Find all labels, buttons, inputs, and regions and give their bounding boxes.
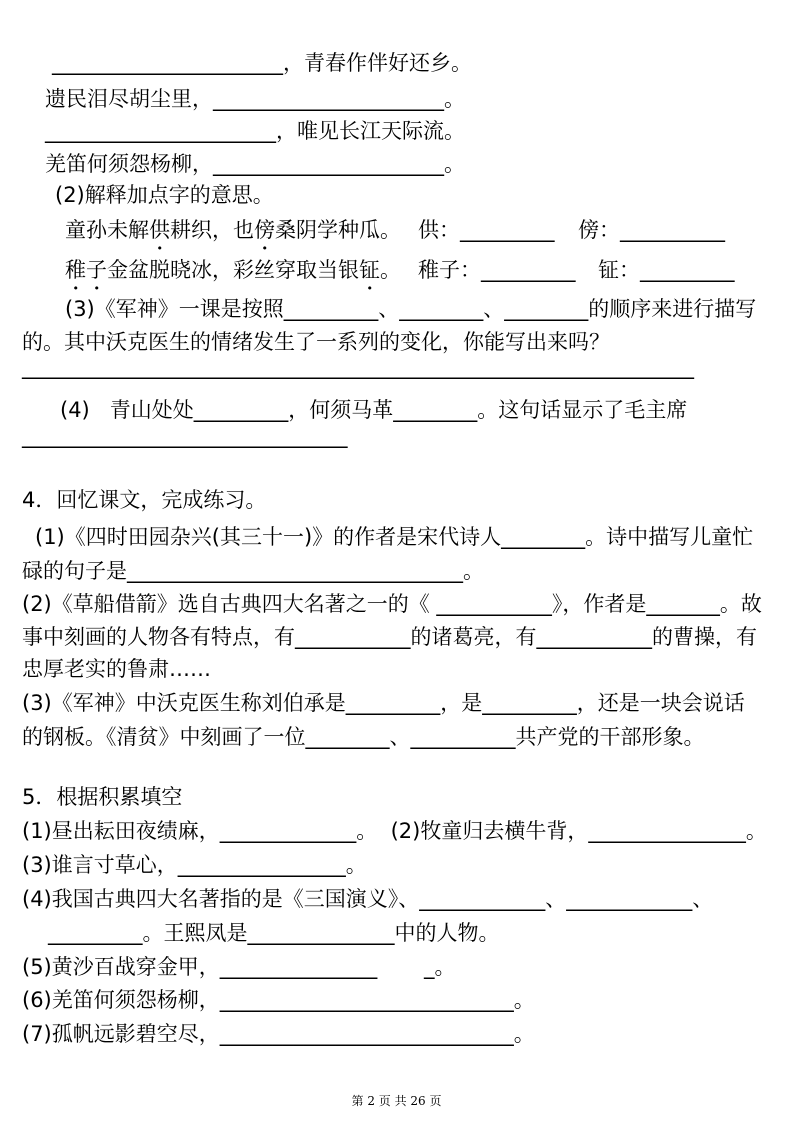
section5-line-5: (5)黄沙百战穿金甲，_______________ _。 <box>22 955 456 979</box>
section4-line-5: 忠厚老实的鲁肃…… <box>22 657 211 681</box>
order-answer-line: ________________________________________________________________ <box>22 355 694 379</box>
section4-line-1: (1)《四时田园杂兴(其三十一)》的作者是宋代诗人________。诗中描写儿童忙 <box>35 525 754 549</box>
section5-line-6: (6)羌笛何须怨杨柳，____________________________。 <box>22 988 535 1012</box>
explain-answer-1b <box>578 215 725 245</box>
answer-label: 供： <box>418 218 460 242</box>
answer-blank: __________ <box>620 218 725 242</box>
dotted-char: 钲 <box>359 258 380 282</box>
poem-fill-line-4: 羌笛何须怨杨柳，______________________。 <box>45 152 465 176</box>
section4-heading: 4．回忆课文，完成练习。 <box>22 488 267 512</box>
answer-blank: _________ <box>481 258 576 282</box>
poem-fill-line-2: 遗民泪尽胡尘里，______________________。 <box>45 87 465 111</box>
section4-line-7: 的钢板。《清贫》中刻画了一位________、__________共产党的干部形象。 <box>22 725 705 749</box>
section4-line-2: 碌的句子是________________________________。 <box>22 559 484 583</box>
poem-text: 。 <box>380 258 401 282</box>
poem-fill-line-1: ______________________，青春作伴好还乡。 <box>52 51 472 75</box>
section5-line-3: (4)我国古典四大名著指的是《三国演义》、____________、____________、 <box>22 887 714 911</box>
section5-heading: 5．根据积累填空 <box>22 785 183 809</box>
explain-poem-line-1 <box>65 215 401 245</box>
explain-answer-2b <box>598 255 735 285</box>
dotted-char: 稚子 <box>65 258 107 282</box>
remark-answer-line: _______________________________ <box>22 424 348 448</box>
order-question-line-2: 的。其中沃克医生的情绪发生了一系列的变化，你能写出来吗？ <box>22 330 610 354</box>
poem-fill-line-3: ______________________，唯见长江天际流。 <box>45 119 465 143</box>
page-number-footer: 第 2 页 共 26 页 <box>351 1094 442 1108</box>
section4-line-4: 事中刻画的人物各有特点，有___________的诸葛亮，有___________的曹操，有 <box>22 625 757 649</box>
remark-question-line: (4) 青山处处_________，何须马革________。这句话显示了毛主席 <box>60 398 688 422</box>
poem-text: 童孙未解 <box>65 218 149 242</box>
poem-text: 耕织，也 <box>170 218 254 242</box>
dotted-char: 供 <box>149 218 170 242</box>
answer-label: 钲： <box>598 258 640 282</box>
answer-blank: _________ <box>460 218 555 242</box>
answer-blank: _________ <box>640 258 735 282</box>
section5-line-7: (7)孤帆远影碧空尽，____________________________。 <box>22 1022 535 1046</box>
section4-line-6: (3)《军神》中沃克医生称刘伯承是_________，是_________，还是一块会说话 <box>22 691 745 715</box>
poem-text: 桑阴学种瓜。 <box>275 218 401 242</box>
answer-label: 傍： <box>578 218 620 242</box>
explain-answer-1a <box>418 215 555 245</box>
dotted-char: 傍 <box>254 218 275 242</box>
order-question-line-1: (3)《军神》一课是按照_________、________、________的顺序来进行描写 <box>65 297 757 321</box>
explain-poem-line-2 <box>65 255 401 285</box>
poem-text: 金盆脱晓冰，彩丝穿取当银 <box>107 258 359 282</box>
explain-subquestion-title: (2)解释加点字的意思。 <box>55 183 274 207</box>
section5-line-4: _________。王熙凤是______________中的人物。 <box>48 921 500 945</box>
section5-line-1: (1)昼出耘田夜绩麻，_____________。 (2)牧童归去横牛背，_______________。 <box>22 819 767 843</box>
explain-answer-2a <box>418 255 576 285</box>
section5-line-2: (3)谁言寸草心，________________。 <box>22 853 367 877</box>
section4-line-3: (2)《草船借箭》选自古典四大名著之一的《 ___________》，作者是_______。故 <box>22 592 762 616</box>
answer-label: 稚子： <box>418 258 481 282</box>
